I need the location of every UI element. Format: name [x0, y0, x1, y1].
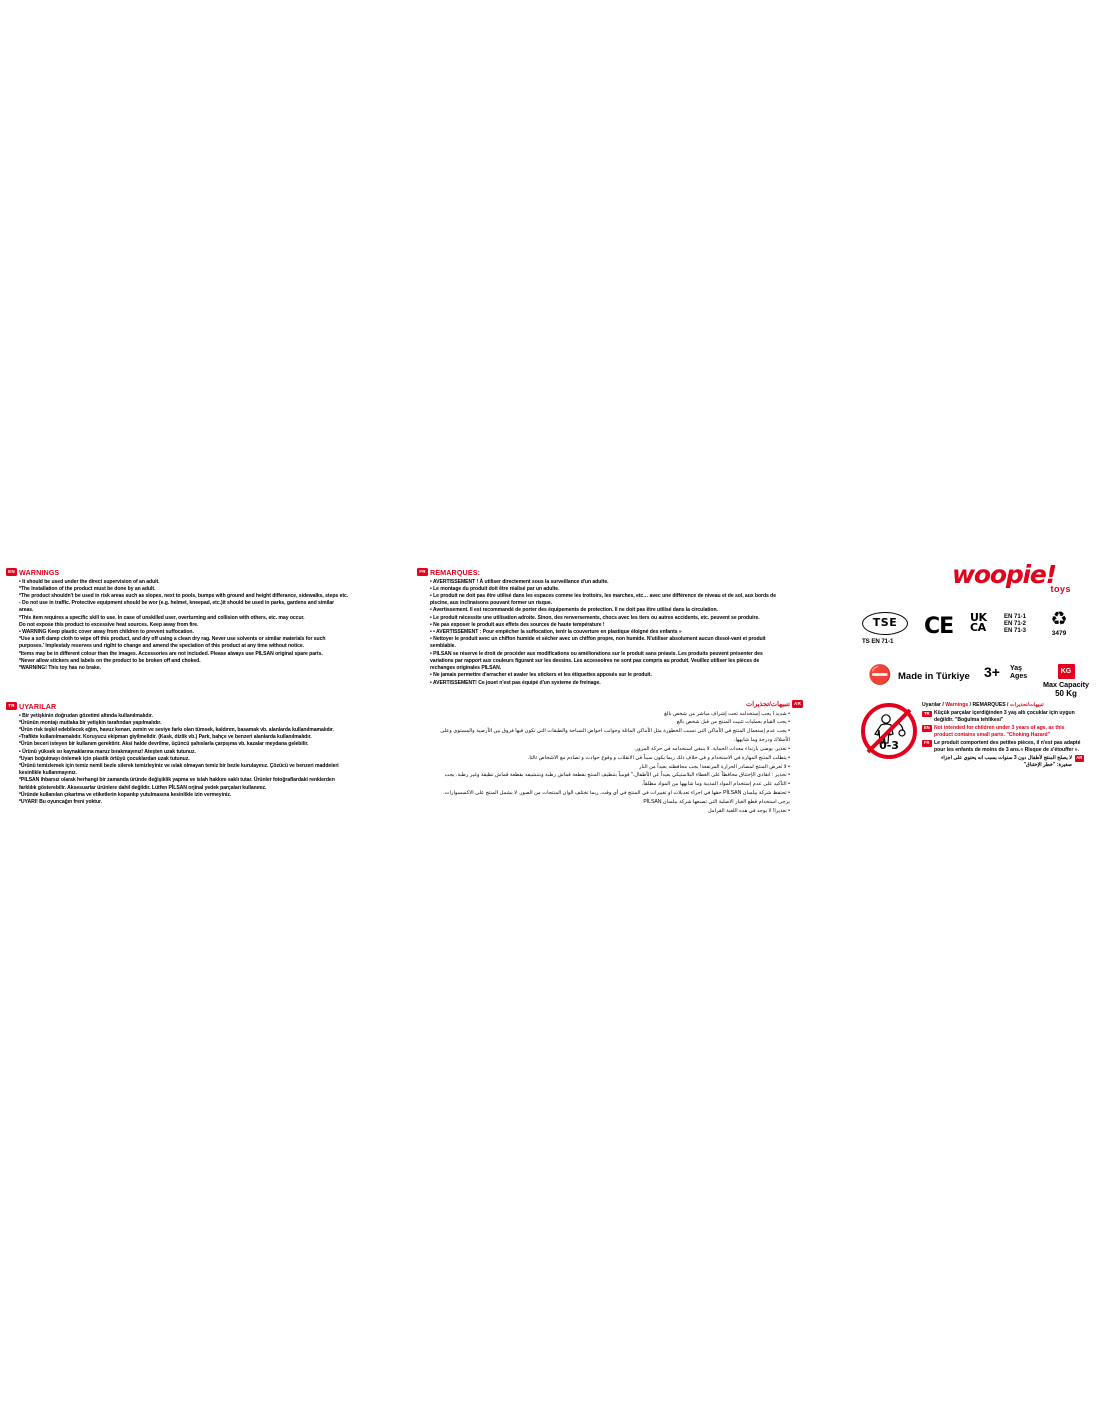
language-badge-fr-small: FR: [923, 740, 930, 746]
tse-mark: TSE: [862, 612, 908, 635]
warnings-block-turkish: [8, 702, 349, 806]
language-badge-tr-small: TR: [923, 710, 930, 716]
no-children-under-3-icon: [860, 702, 918, 760]
warning-line: • تحذير : انقاذي الإختناق محافظاً على الغطاء البلاستيكي بعيداً عن الأطفال." قومياً بتنظيف المنتج بقطعة قماش رطبة وبتنشيفه بقطعة قماش نظيفة وغير رطبة. يجب: [444, 772, 790, 779]
certification-marks-row: [862, 610, 1084, 658]
warning-line: • شديد ا يجب إستخدامه تحت إشراف مباشر من شخص بالغ: [664, 710, 790, 717]
choking-text-tr: Küçük parçalar içerdiğinden 3 yaş altı çocuklar için uygun değildir. "Boğulma tehlikesi": [934, 710, 1075, 724]
warning-line: • Bir yetişkinin doğrudan gözetimi altında kullanılmalıdır.: [19, 712, 153, 719]
choking-heading-warnings: Warnings: [945, 702, 969, 708]
warning-line: • Nettoyer le produit avec un chiffon humide et sécher avec un chiffon propre, non humide. N'utiliser absolument aucun dissol-vant et produit semblable.: [430, 636, 766, 650]
warning-line: • التأكيد على عدم إستخدام المواد المذيبة وما شابهها من المواد مطلقاً.: [641, 781, 790, 788]
warning-line: • PILSAN se réserve le droit de procéder aux modifications ou améliorations sur le produit sans préavis. Les produits peuvent présenter des variations par rapport aux couleurs figurant sur les dessins. Les accessoires ne sont pas compris au produit. Veuillez utiliser les pièces de rechanges originales PILSAN.: [430, 650, 763, 672]
warning-line: *This item requires a specific skill to use. In case of unskilled user, overturning and collision with others, etc. may occur.: [19, 614, 305, 621]
language-badge-ar: AR: [793, 701, 802, 706]
tse-standard-label: TS EN 71-1: [862, 638, 894, 645]
warning-line: *WARNING! This toy has no brake.: [19, 665, 101, 672]
age-mark: 3+: [984, 664, 1000, 680]
capacity-title: Max Capacity: [1043, 680, 1089, 689]
choking-heading: [922, 702, 1084, 708]
choking-text-en: Not intended for children under 3 years of age, as this product contains small parts. "Choking Hazard": [934, 724, 1065, 739]
warning-line: • تعذيرا! لا يوجد في هذه اللعبة الفرامل: [708, 807, 790, 814]
warning-line: *Use a soft damp cloth to wipe off this product, and dry off using a clean dry rag. Never use solvents or similar materials for such purposes.' Implestaly reserves und rigiht to change and amend the speciation of this product at any time without notice.: [19, 636, 326, 650]
capacity-value: 50 Kg: [1055, 689, 1077, 698]
warning-line: *Ürünün montajı mutlaka bir yetişkin tarafından yapılmalıdır.: [19, 719, 162, 726]
warning-line: *Ürün beceri isteyen bir kullanım gerektirir. Aksi halde devrilme, üçüncü şahıslarla çarpışma vb. kazalar meydana gelebilir.: [19, 741, 309, 748]
weight-icon: KG: [1058, 664, 1075, 679]
brand-and-certification-panel: [852, 560, 1089, 814]
warning-line: • It should be used under the direct supervision of an adult.: [19, 578, 160, 585]
warning-line: *The product shouldn't be used in risk areas such as slopes, next to pools, bumps with ground and height differance, sidewalks, steps etc.: [19, 592, 349, 599]
warnings-block-arabic: [430, 700, 802, 816]
warning-line: *Ürünü temizlemek için temiz nemli bezle silerek temizleyiniz ve ıslak olmayan temiz bir bezle kurulayınız. Çözücü ve benzeri maddeleri kesinlikle kullanmayınız.: [19, 763, 339, 777]
warning-line: *Ürün risk teşkil edebilecek eğim, havuz kenarı, zemin ve seviye farkı olan tümsek, kaldırım, basamak vb. alanlarda kullanılmamalıdır.: [19, 726, 334, 733]
warning-line: • لا تعرض المنتج لمصادر الحرارة المرتفعة! يجب محافظته بعيداً من النار: [638, 763, 790, 770]
ce-mark-icon: CE: [924, 614, 954, 639]
warning-line: • Ne jamais permettre d'arracher et avaler les stickers et les étiquettes apposés sur le produit.: [430, 672, 652, 679]
warning-line: • تحتفظ شركة بيلسان PİLSAN حقها في اجراء تعديلات او تغييرات في المنتج في أي وقت. ربما تختلف الوان المنتجات من الصور. لا يشمل المنتج على الاكسسوارات.: [443, 790, 790, 797]
age-label-en: Ages: [1010, 673, 1028, 680]
warning-line: *The Installation of the product must be done by an adult.: [19, 585, 156, 592]
choking-heading-rest: / REMARQUES /: [968, 702, 1010, 708]
warnings-block-english: [8, 568, 349, 672]
warning-line: *Never allow stickers and labels on the product to be broken off and choked.: [19, 657, 201, 664]
ukca-line2: CA: [970, 621, 986, 634]
ukca-mark-icon: [970, 613, 987, 633]
en-standard: EN 71-3: [1004, 628, 1027, 635]
warning-line: • يجب القيام بعمليات تثبيت المنتج من قبل شخص بالغ: [676, 719, 790, 726]
choking-row-tr: [922, 710, 1084, 724]
warning-line: • يجب عدم إستعمال المنتج في الأماكن التي تسبب الخطورة مثل الأماكن المائلة وجوانب احواض السباحة والطبقات التي تكون فيها فروق بين الأرضية والمستوى وعلى الأسلاك ودرجة وما شابهها.: [440, 728, 790, 744]
recycle-number: 3479: [1051, 630, 1067, 637]
choking-heading-arabic: تنبيهات/تحذيرات: [1009, 702, 1044, 708]
warning-line: • Le produit nécessite une utilisation adroite. Sinon, des renversements, chocs avec les tiers ou autres accidents, etc. peuvent se produire.: [430, 614, 760, 621]
choking-text-fr: Le produit comportent des petites pièces, il n'est pas adapté pour les enfants de moins de 3 ans.« Risque de s'étouffer ».: [934, 739, 1081, 754]
language-badge-ar-small: AR: [1076, 755, 1083, 761]
no-fire-icon: ⛔: [868, 665, 892, 686]
brand-name: woopie!: [952, 560, 1056, 589]
choking-text-ar: لا يصلح المنتج لأطفال دون 3 سنوات بسبب انه يحتوي على اجزاء صغيرة: "خطر الإختناق": [941, 754, 1072, 769]
warnings-title-arabic: تنبيهات/تحذيرات: [746, 701, 790, 708]
warning-line: • • AVERTISSEMENT : Pour empêcher la suffocation, tenir la couverture en plastique éloigné des enfants »: [430, 629, 682, 636]
choking-row-fr: [922, 740, 1084, 754]
age-mark-labels: [1010, 665, 1027, 681]
choking-row-en: [922, 725, 1084, 739]
made-in-label: Made in Türkiye: [898, 671, 970, 682]
warnings-title-french: REMARQUES:: [430, 568, 481, 577]
warning-line: *PILSAN ihbarsız olarak herhangi bir zamanda üründe değişiklik yapma ve islah hakkını saklı tutar. Ürünler fotoğraflardaki renklerden farklılık gösterebilir. Aksesuarlar ürünlere dahil değildir. Lütfen PİLSAN orjinal yedek parçaları kullanınız.: [19, 777, 335, 791]
warning-line: *Items may be in different colour than the images. Accessories are not included. Please always use PILSAN original spare parts.: [19, 650, 323, 657]
choking-heading-prefix: Uyarılar /: [922, 702, 946, 708]
woopie-toys-logo: [952, 562, 1077, 600]
warning-line: • Le produit ne doit pas être utilisé dans les espaces comme les trottoirs, les marches, etc… avec une différence de niveau et de sol, aux bords de piscine, aux inclinaisons pouvant former un risque.: [430, 592, 777, 607]
warning-line: •Trafikte kullanılmamalıdır. Koruyucu ekipman giyilmelidir. (Kask, dizlik vb.) Park, bahçe ve benzeri alanlarda kullanılmalıdır.: [19, 734, 312, 741]
warning-line: *Üründe kullanılan çıkartma ve etiketlerin koparılıp yutulmasına kesinlikle izin vermeyiniz.: [19, 791, 232, 798]
svg-text:0-3: 0-3: [879, 739, 899, 752]
warning-line: • Ürünü yüksek ısı kaynaklarına maruz bırakmayınız! Ateşten uzak tutunuz.: [19, 748, 196, 755]
warning-line: • Ne pas exposer le produit aux effets des sources de haute température !: [430, 621, 605, 628]
warnings-title-english: WARNINGS: [19, 568, 60, 577]
choking-hazard-block: [856, 702, 1084, 770]
warning-line: - Do not use in traffic. Protective equipment should be wor (e.g. helmet, kneepad, etc.)it should be used in parks, gardens and similar areas.: [19, 600, 335, 614]
recycling-mark: [1044, 610, 1074, 637]
warning-line: *Uyarı boğulmayı önlemek için plastik örtüyü çocuklardan uzak tutunuz.: [19, 755, 190, 762]
origin-and-capacity-row: [862, 664, 1089, 698]
en-standards-list: [1004, 614, 1026, 636]
choking-hazard-text: [922, 702, 1084, 770]
ukca-line1: UK: [970, 611, 987, 624]
warning-line: *UYARI! Bu oyuncağın freni yoktur.: [19, 799, 103, 806]
brand-subtitle: toys: [1050, 584, 1071, 594]
language-badge-en-small: EN: [923, 725, 930, 731]
choking-row-ar: [922, 755, 1084, 770]
warnings-title-turkish: UYARILAR: [19, 702, 57, 711]
warning-line: • AVERTISSEMENT ! À utiliser directement sous la surveillance d'un adulte.: [430, 578, 609, 585]
en-standard: EN 71-1: [1004, 614, 1027, 620]
language-badge-tr: TR: [6, 702, 17, 710]
recycle-arrows-icon: ♻: [1050, 609, 1068, 630]
warning-line: يرجى استخدام قطع الغيار الاصلية التي تصنعها شركة بيلسان PİLSAN: [643, 798, 790, 805]
warning-line: • يتطلب المنتج المهارة في الاستخدام و في خلاف ذلك ربما يكون سبباً في الانقلاب و وقوع حوادث و تصادم مع الاشخاص ثالثا.: [527, 754, 790, 761]
tse-certification: [862, 612, 914, 645]
warnings-block-french: [419, 568, 785, 687]
warning-line: • Le montage du produit doit être réalisé par un adulte.: [430, 585, 560, 592]
warning-line: • AVERTISSEMENT! Ce jouet n'est pas équipé d'un systeme de freinage.: [430, 679, 601, 686]
en-standard: EN 71-2: [1004, 621, 1027, 628]
warning-line: • WARNING Keep plastic cover away from children to prevent suffocation.: [19, 629, 194, 636]
language-badge-fr: FR: [417, 568, 428, 576]
warning-line: • Avertissement. Il est recommandé de porter des équipements de protection. Il ne doit pas être utilisé dans la circulation.: [430, 607, 718, 614]
warning-line: Do not expose this product to excessive heat sources. Keep away from fire.: [19, 621, 199, 628]
age-label-tr: Yaş: [1010, 665, 1023, 672]
warning-line: • تعذير. يوصى بارتداء معدات الحماية. لا ينبغي استخدامه في حركة المرور.: [634, 745, 790, 752]
language-badge-en: EN: [6, 568, 17, 576]
max-capacity-mark: [1040, 664, 1092, 698]
